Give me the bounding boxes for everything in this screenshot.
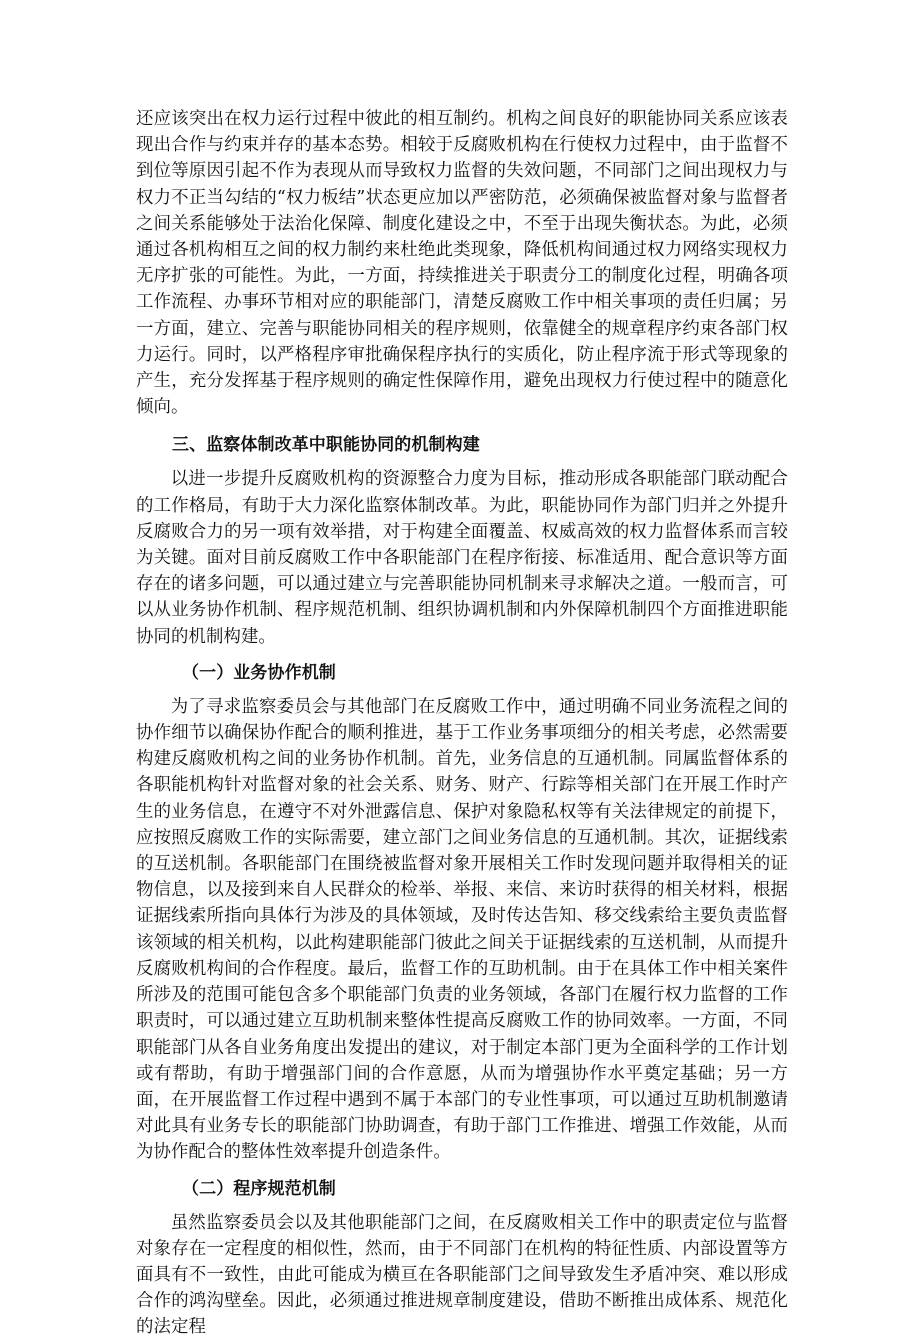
body-paragraph: 虽然监察委员会以及其他职能部门之间，在反腐败相关工作中的职责定位与监督对象存在一定程度的相似性，然而，由于不同部门在机构的特征性质、内部设置等方面具有不一致性，由此可能成为横亘在各职能部门之间导致发生矛盾冲突、难以形成合作的鸿沟壁垒。因此，必须通过推进规章制度建设，借助不断推出成体系、规范化的法定程 [136,1212,788,1338]
section-heading: 三、监察体制改革中职能协同的机制构建 [172,435,480,456]
subsection-heading: （二）程序规范机制 [182,1178,336,1199]
body-paragraph: 以进一步提升反腐败机构的资源整合力度为目标，推动形成各职能部门联动配合的工作格局，有助于大力深化监察体制改革。为此，职能协同作为部门归并之外提升反腐败合力的另一项有效举措，对于构建全面覆盖、权威高效的权力监督体系而言较为关键。面对目前反腐败工作中各职能部门在程序衔接、标准适用、配合意识等方面存在的诸多问题，可以通过建立与完善职能协同机制来寻求解决之道。一般而言，可以从业务协作机制、程序规范机制、组织协调机制和内外保障机制四个方面推进职能协同的机制构建。 [136,469,788,647]
body-paragraph: 为了寻求监察委员会与其他部门在反腐败工作中，通过明确不同业务流程之间的协作细节以确保协作配合的顺利推进，基于工作业务事项细分的相关考虑，必然需要构建反腐败机构之间的业务协作机制。首先，业务信息的互通机制。同属监督体系的各职能机构针对监督对象的社会关系、财务、财产、行踪等相关部门在开展工作时产生的业务信息，在遵守不对外泄露信息、保护对象隐私权等有关法律规定的前提下，应按照反腐败工作的实际需要，建立部门之间业务信息的互通机制。其次，证据线索的互送机制。各职能部门在围绕被监督对象开展相关工作时发现问题并取得相关的证物信息，以及接到来自人民群众的检举、举报、来信、来访时获得的相关材料，根据证据线索所指向具体行为涉及的具体领域，及时传达告知、移交线索给主要负责监督该领域的相关机构，以此构建职能部门彼此之间关于证据线索的互送机制，从而提升反腐败机构间的合作程度。最后，监督工作的互助机制。由于在具体工作中相关案件所涉及的范围可能包含多个职能部门负责的业务领域，各部门在履行权力监督的工作职责时，可以通过建立互助机制来整体性提高反腐败工作的协同效率。一方面，不同职能部门从各自业务角度出发提出的建议，对于制定本部门更为全面科学的工作计划或有帮助，有助于增强部门间的合作意愿，从而为增强协作水平奠定基础；另一方面，在开展监督工作过程中遇到不属于本部门的专业性事项，可以通过互助机制邀请对此具有业务专长的职能部门协助调查，有助于部门工作推进、增强工作效能，从而为协作配合的整体性效率提升创造条件。 [136,696,788,1163]
document-page [136,106,788,1341]
subsection-heading: （一）业务协作机制 [182,662,336,683]
body-paragraph: 还应该突出在权力运行过程中彼此的相互制约。机构之间良好的职能协同关系应该表现出合作与约束并存的基本态势。相较于反腐败机构在行使权力过程中，由于监督不到位等原因引起不作为表现从而导致权力监督的失效问题，不同部门之间出现权力与权力不正当勾结的“权力板结”状态更应加以严密防范，必须确保被监督对象与监督者之间关系能够处于法治化保障、制度化建设之中，不至于出现失衡状态。为此，必须通过各机构相互之间的权力制约来杜绝此类现象，降低机构间通过权力网络实现权力无序扩张的可能性。为此，一方面，持续推进关于职责分工的制度化过程，明确各项工作流程、办事环节相对应的职能部门，清楚反腐败工作中相关事项的责任归属；另一方面，建立、完善与职能协同相关的程序规则，依靠健全的规章程序约束各部门权力运行。同时，以严格程序审批确保程序执行的实质化，防止程序流于形式等现象的产生，充分发挥基于程序规则的确定性保障作用，避免出现权力行使过程中的随意化倾向。 [136,109,788,418]
